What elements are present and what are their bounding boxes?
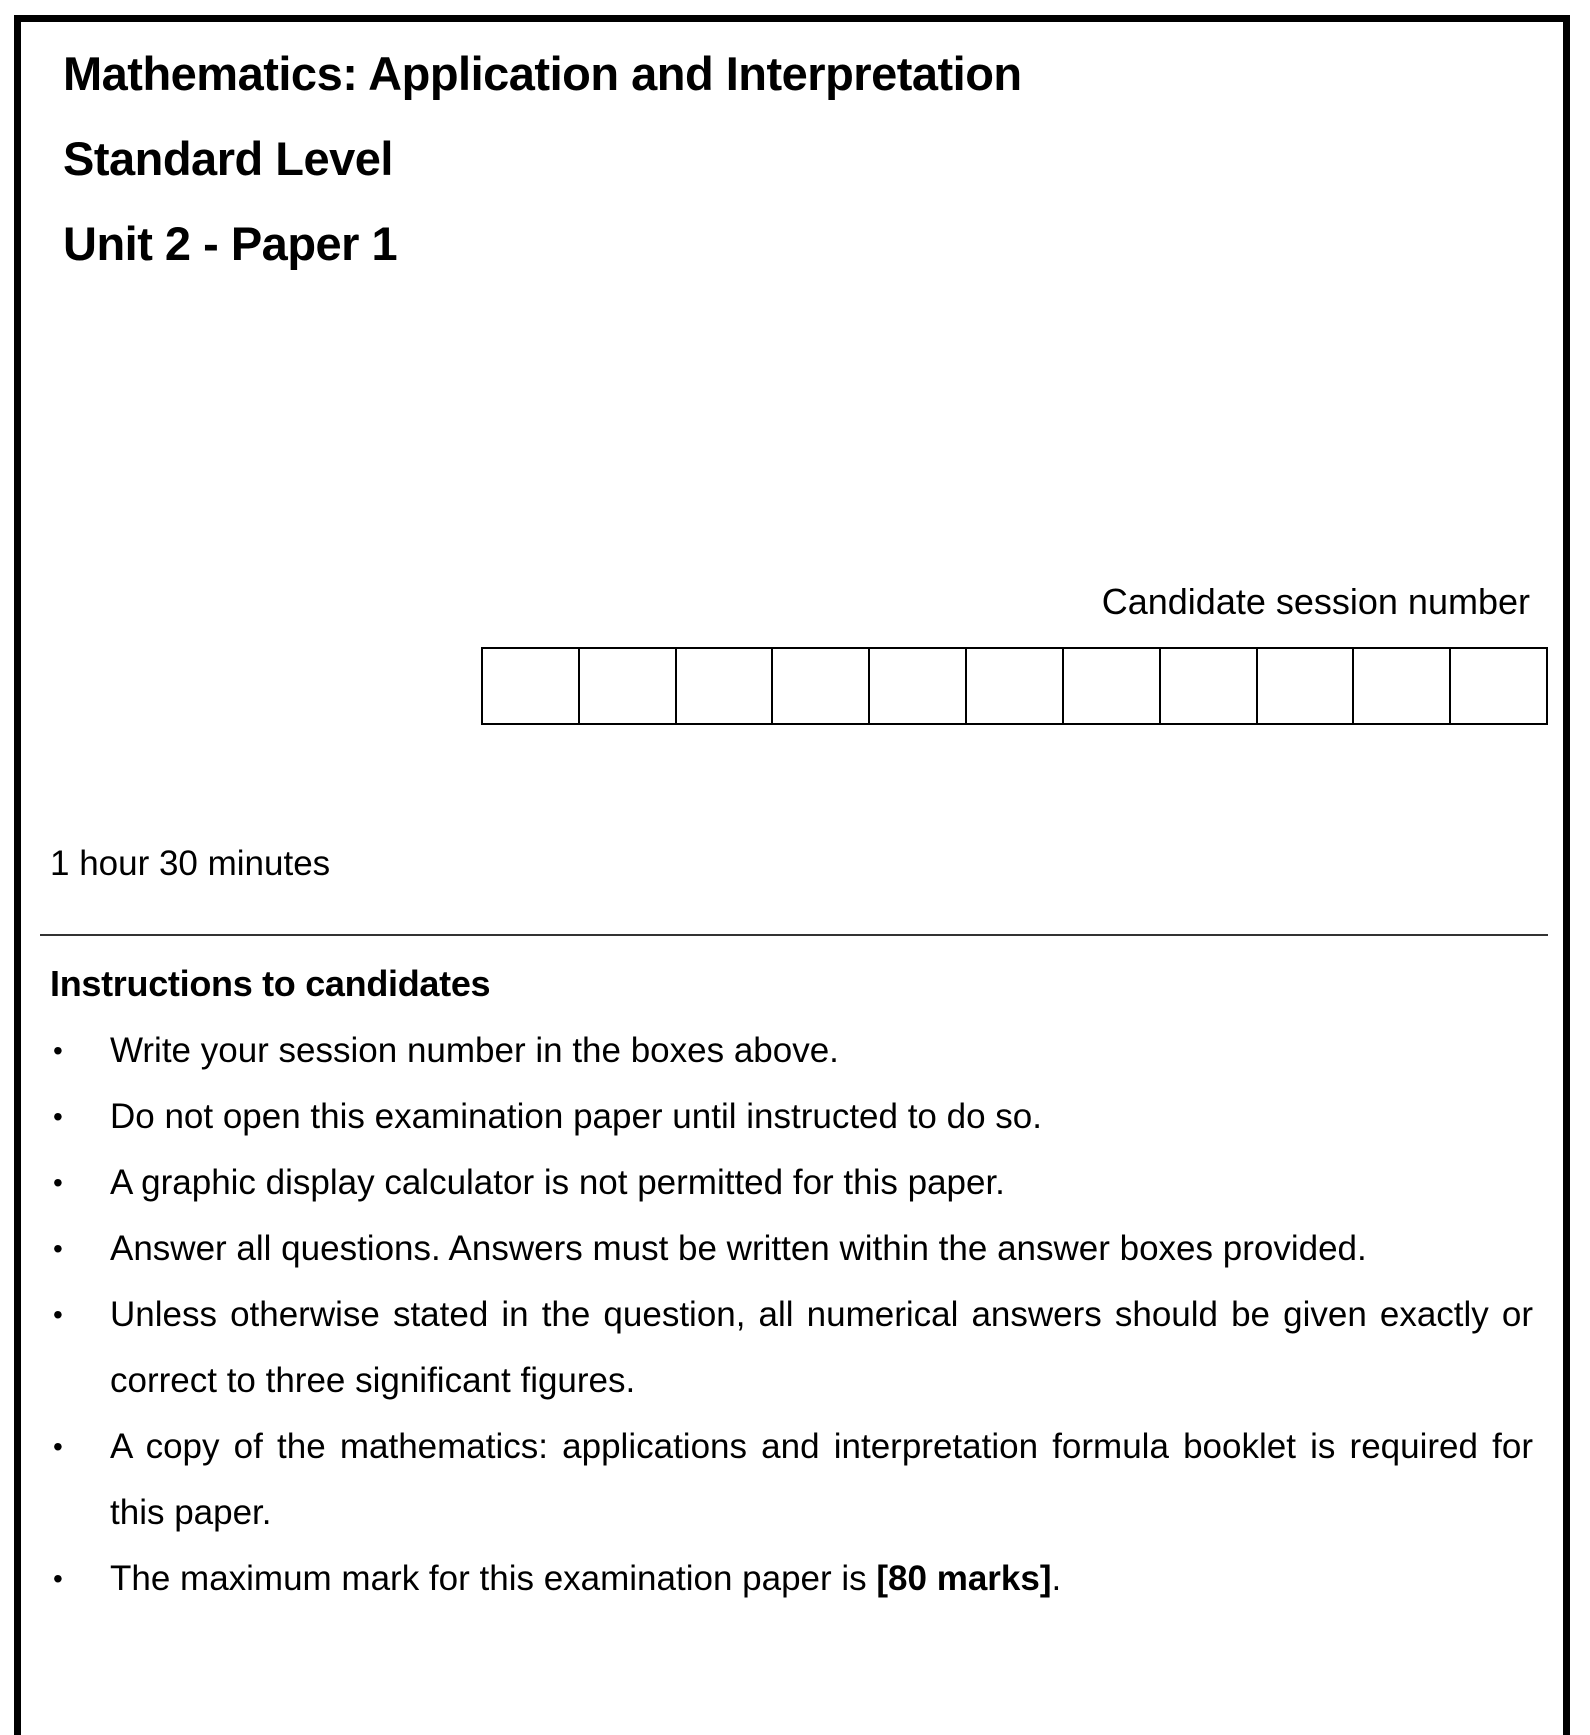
instruction-text: Unless otherwise stated in the question, all numerical answers should be given exactly or correct to three significant figures.	[110, 1295, 1533, 1400]
instruction-text: Answer all questions. Answers must be written within the answer boxes provided.	[110, 1229, 1367, 1268]
instruction-item	[50, 1282, 1533, 1414]
instruction-item	[50, 1414, 1533, 1546]
session-digit-box[interactable]	[967, 649, 1064, 723]
bullet: •	[53, 1563, 63, 1594]
instruction-item	[50, 1216, 1533, 1282]
instruction-text	[110, 1546, 1533, 1612]
instruction-text: Do not open this examination paper until instructed to do so.	[110, 1097, 1042, 1136]
instruction-item	[50, 1084, 1533, 1150]
session-digit-box[interactable]	[1451, 649, 1546, 723]
max-marks: [80 marks]	[876, 1559, 1052, 1598]
instruction-text: Write your session number in the boxes above.	[110, 1031, 839, 1070]
bullet: •	[53, 1431, 63, 1462]
bullet: •	[53, 1035, 63, 1066]
instruction-item	[50, 1150, 1533, 1216]
bullet: •	[53, 1101, 63, 1132]
bullet: •	[53, 1167, 63, 1198]
instructions-heading: Instructions to candidates	[50, 963, 491, 1004]
session-digit-box[interactable]	[1161, 649, 1258, 723]
instruction-item	[50, 1018, 1533, 1084]
session-digit-box[interactable]	[1064, 649, 1161, 723]
session-digit-box[interactable]	[870, 649, 967, 723]
session-digit-box[interactable]	[1354, 649, 1451, 723]
session-digit-box[interactable]	[677, 649, 774, 723]
bullet: •	[53, 1233, 63, 1264]
session-digit-box[interactable]	[773, 649, 870, 723]
session-number-boxes	[481, 647, 1548, 725]
instruction-item	[50, 1546, 1533, 1612]
max-mark-prefix: The maximum mark for this examination paper is	[110, 1559, 877, 1598]
instruction-text: A graphic display calculator is not permitted for this paper.	[110, 1163, 1005, 1202]
session-digit-box[interactable]	[483, 649, 580, 723]
divider	[40, 934, 1548, 936]
paper-unit: Unit 2 - Paper 1	[63, 217, 398, 270]
instructions-list	[50, 1018, 1533, 1612]
instruction-text: A copy of the mathematics: applications and interpretation formula booklet is required for this paper.	[110, 1427, 1533, 1532]
paper-title: Mathematics: Application and Interpretation	[63, 47, 1022, 100]
session-digit-box[interactable]	[1258, 649, 1355, 723]
max-mark-suffix: .	[1051, 1559, 1062, 1598]
exam-duration: 1 hour 30 minutes	[50, 844, 331, 883]
paper-level: Standard Level	[63, 132, 393, 185]
session-digit-box[interactable]	[580, 649, 677, 723]
session-number-label: Candidate session number	[1101, 581, 1530, 622]
bullet: •	[53, 1299, 63, 1330]
